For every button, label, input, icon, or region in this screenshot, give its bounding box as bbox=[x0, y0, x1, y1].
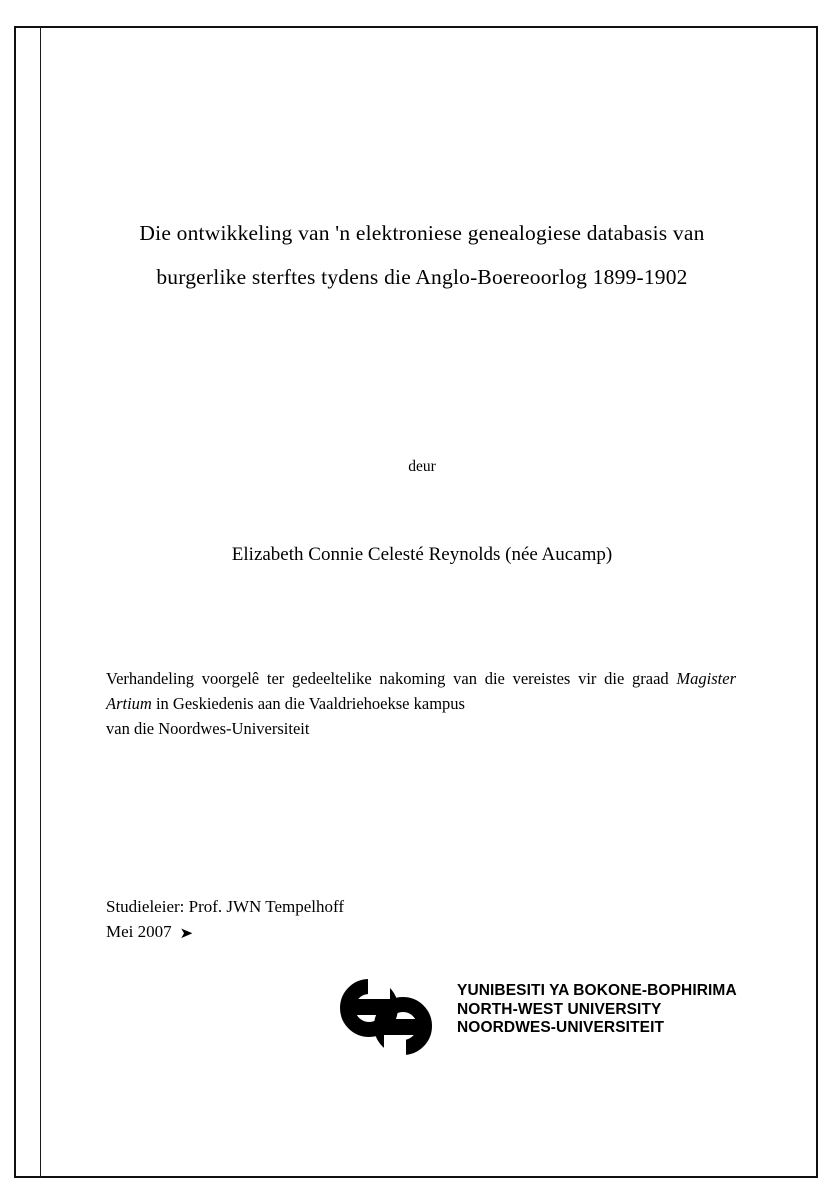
degree-statement bbox=[106, 666, 736, 741]
date-line bbox=[106, 919, 666, 944]
degree-name: Magister Artium bbox=[106, 669, 736, 713]
logo-bar-lower bbox=[388, 1019, 418, 1035]
page-content bbox=[92, 26, 752, 1178]
degree-statement-part-2: in Geskiedenis aan die Vaaldriehoekse kampus bbox=[151, 694, 465, 713]
page-title bbox=[92, 211, 752, 299]
title-line-1: Die ontwikkeling van 'n elektroniese genealogiese databasis van bbox=[139, 221, 705, 245]
university-logo-block bbox=[252, 976, 737, 1062]
date-text: Mei 2007 bbox=[106, 922, 172, 941]
logo-text-line-2: NORTH-WEST UNIVERSITY bbox=[457, 1000, 662, 1018]
degree-statement-part-3: van die Noordwes-Universiteit bbox=[106, 719, 310, 738]
handwritten-mark-icon: ➤ bbox=[179, 926, 194, 942]
university-logo-text bbox=[457, 982, 737, 1038]
supervisor-block bbox=[106, 894, 666, 944]
by-label: deur bbox=[408, 458, 436, 475]
degree-statement-part-1: Verhandeling voorgelê ter gedeeltelike nakoming van die vereistes vir die graad bbox=[106, 669, 677, 688]
supervisor-line: Studieleier: Prof. JWN Tempelhoff bbox=[106, 897, 345, 916]
logo-text-line-1: YUNIBESITI YA BOKONE-BOPHIRIMA bbox=[457, 982, 737, 999]
logo-bar-upper bbox=[354, 999, 384, 1015]
north-west-university-logo-icon bbox=[340, 979, 448, 1057]
logo-notch-top bbox=[368, 979, 390, 999]
logo-notch-bottom bbox=[384, 1035, 406, 1057]
page-spine-edge bbox=[40, 26, 41, 1178]
title-line-2: burgerlike sterftes tydens die Anglo-Boereoorlog 1899-1902 bbox=[156, 265, 688, 289]
logo-text-line-3: NOORDWES-UNIVERSITEIT bbox=[457, 1019, 665, 1036]
author-name: Elizabeth Connie Celesté Reynolds (née Aucamp) bbox=[231, 544, 613, 565]
